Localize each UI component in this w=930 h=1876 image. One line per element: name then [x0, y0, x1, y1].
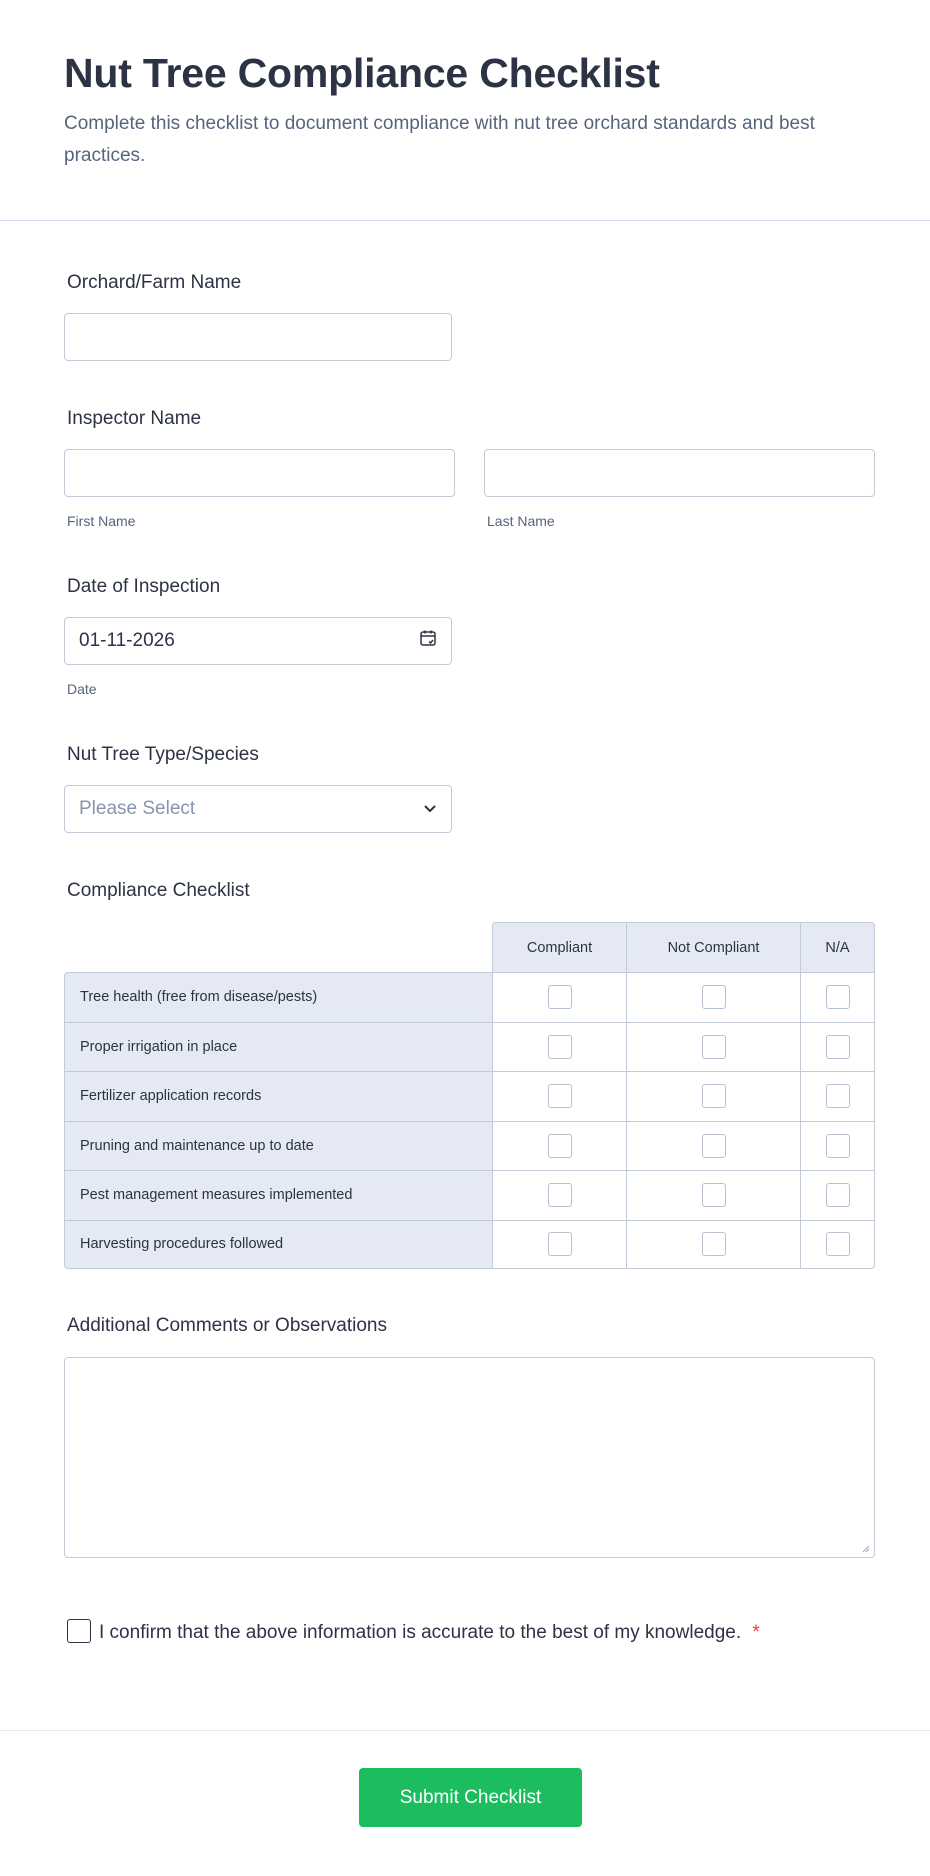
matrix-cell-na: [800, 972, 875, 1022]
matrix-cell-not-compliant: [626, 1121, 800, 1171]
checklist-label: Compliance Checklist: [67, 880, 250, 901]
resize-handle-icon[interactable]: [862, 1545, 870, 1553]
matrix-row-label: Pest management measures implemented: [64, 1170, 492, 1220]
header-divider: [0, 220, 930, 221]
matrix-cell-not-compliant: [626, 1220, 800, 1270]
comments-textarea[interactable]: [64, 1357, 875, 1558]
matrix-row-label: Tree health (free from disease/pests): [64, 972, 492, 1022]
column-header-not-compliant: Not Compliant: [626, 922, 800, 972]
checkbox-not-compliant[interactable]: [702, 985, 726, 1009]
inspector-name-label: Inspector Name: [67, 408, 202, 429]
matrix-cell-compliant: [492, 1170, 626, 1220]
matrix-cell-not-compliant: [626, 1022, 800, 1072]
matrix-corner: [64, 922, 492, 972]
matrix-cell-compliant: [492, 1121, 626, 1171]
checkbox-na[interactable]: [826, 1183, 850, 1207]
checkbox-na[interactable]: [826, 985, 850, 1009]
inspector-last-name-input[interactable]: [484, 449, 875, 497]
date-value: 01-11-2026: [79, 630, 175, 651]
date-input[interactable]: [64, 617, 452, 665]
matrix-cell-na: [800, 1170, 875, 1220]
submit-button[interactable]: Submit Checklist: [359, 1768, 582, 1827]
matrix-cell-not-compliant: [626, 1071, 800, 1121]
checkbox-na[interactable]: [826, 1035, 850, 1059]
checkbox-na[interactable]: [826, 1084, 850, 1108]
matrix-row: [64, 1121, 875, 1171]
checkbox-na[interactable]: [826, 1134, 850, 1158]
checkbox-compliant[interactable]: [548, 1134, 572, 1158]
checkbox-compliant[interactable]: [548, 985, 572, 1009]
matrix-row: [64, 972, 875, 1022]
matrix-row: [64, 1022, 875, 1072]
species-placeholder: Please Select: [79, 798, 196, 819]
matrix-row: [64, 1071, 875, 1121]
date-label: Date of Inspection: [67, 576, 221, 597]
last-name-sublabel: Last Name: [487, 513, 555, 529]
confirm-row: [64, 1618, 764, 1647]
confirm-checkbox[interactable]: [67, 1619, 91, 1643]
required-mark: *: [752, 1622, 760, 1643]
column-header-na: N/A: [800, 922, 875, 972]
compliance-matrix: [64, 922, 875, 1269]
matrix-cell-na: [800, 1121, 875, 1171]
matrix-cell-compliant: [492, 972, 626, 1022]
page-title: Nut Tree Compliance Checklist: [64, 50, 660, 96]
species-label: Nut Tree Type/Species: [67, 744, 259, 765]
orchard-name-label: Orchard/Farm Name: [67, 272, 242, 293]
calendar-icon[interactable]: [419, 629, 437, 653]
matrix-cell-compliant: [492, 1220, 626, 1270]
checkbox-not-compliant[interactable]: [702, 1084, 726, 1108]
column-header-compliant: Compliant: [492, 922, 626, 972]
matrix-cell-compliant: [492, 1071, 626, 1121]
checkbox-not-compliant[interactable]: [702, 1183, 726, 1207]
species-select[interactable]: [64, 785, 452, 833]
matrix-cell-not-compliant: [626, 972, 800, 1022]
checkbox-not-compliant[interactable]: [702, 1035, 726, 1059]
matrix-row: [64, 1170, 875, 1220]
matrix-row: [64, 1220, 875, 1270]
checkbox-na[interactable]: [826, 1232, 850, 1256]
matrix-cell-na: [800, 1022, 875, 1072]
comments-label: Additional Comments or Observations: [67, 1315, 387, 1336]
confirm-label: I confirm that the above information is accurate to the best of my knowledge.: [99, 1622, 742, 1643]
matrix-cell-na: [800, 1071, 875, 1121]
matrix-row-label: Fertilizer application records: [64, 1071, 492, 1121]
matrix-cell-compliant: [492, 1022, 626, 1072]
matrix-row-label: Harvesting procedures followed: [64, 1220, 492, 1270]
matrix-row-label: Proper irrigation in place: [64, 1022, 492, 1072]
date-sublabel: Date: [67, 681, 97, 697]
matrix-cell-na: [800, 1220, 875, 1270]
checkbox-not-compliant[interactable]: [702, 1134, 726, 1158]
footer-divider: [0, 1730, 930, 1731]
first-name-sublabel: First Name: [67, 513, 136, 529]
chevron-down-icon: [423, 798, 437, 820]
orchard-name-input[interactable]: [64, 313, 452, 361]
page-subtitle: Complete this checklist to document compliance with nut tree orchard standards and best practices.: [64, 113, 815, 166]
checkbox-compliant[interactable]: [548, 1183, 572, 1207]
checkbox-compliant[interactable]: [548, 1232, 572, 1256]
matrix-row-label: Pruning and maintenance up to date: [64, 1121, 492, 1171]
checkbox-compliant[interactable]: [548, 1035, 572, 1059]
checkbox-not-compliant[interactable]: [702, 1232, 726, 1256]
checkbox-compliant[interactable]: [548, 1084, 572, 1108]
inspector-first-name-input[interactable]: [64, 449, 455, 497]
matrix-cell-not-compliant: [626, 1170, 800, 1220]
